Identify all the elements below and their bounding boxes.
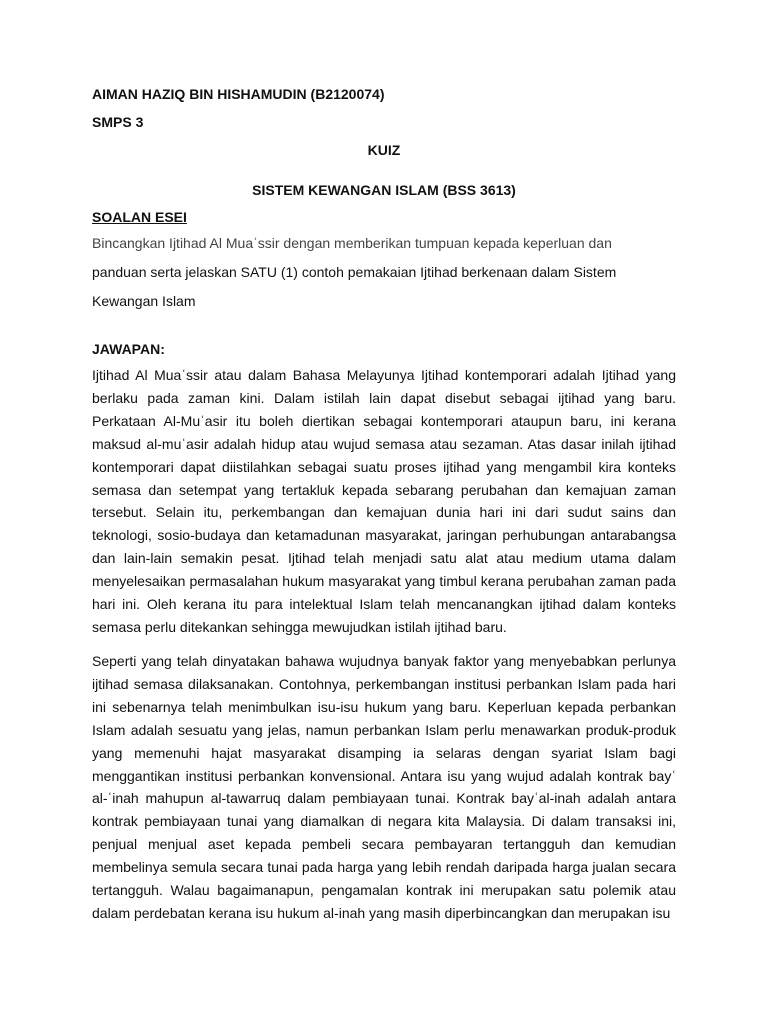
student-name: AIMAN HAZIQ BIN HISHAMUDIN (B2120074) bbox=[92, 86, 385, 102]
document-title: KUIZ bbox=[367, 142, 401, 158]
answer-heading: JAWAPAN: bbox=[92, 341, 165, 357]
question-text bbox=[92, 233, 676, 320]
answer-paragraph: Seperti yang telah dinyatakan bahawa wujudnya banyak faktor yang menyebabkan perlunya ijtihad semasa dilaksanakan. Contohnya, perkembangan institusi perbankan Islam pada hari ini sebenarnya telah menimbulkan isu-isu hukum yang baru. Keperluan kepada perbankan Islam adalah sesuatu yang jelas, namun perbankan Islam perlu menawarkan produk-produk yang memenuhi hajat masyarakat disamping ia selaras dengan syariat Islam bagi menggantikan institusi perbankan konvensional. Antara isu yang wujud adalah kontrak bayʿ al-ʿinah mahupun al-tawarruq dalam pembiayaan tunai. Kontrak bayʿal-inah adalah antara kontrak pembiayaan tunai yang diamalkan di negara kita Malaysia. Di dalam transaksi ini, penjual menjual aset kepada pembeli secara pembayaran tertangguh dan kemudian membelinya semula secara tunai pada harga yang lebih rendah daripada harga jualan secara tertangguh. Walau bagaimanapun, pengamalan kontrak ini merupakan satu polemik atau dalam perdebatan kerana isu hukum al-inah yang masih diperbincangkan dan merupakan isu bbox=[92, 653, 676, 921]
program-code: SMPS 3 bbox=[92, 114, 144, 130]
question-line: Bincangkan Ijtihad Al Muaʿssir dengan memberikan tumpuan kepada keperluan dan bbox=[92, 235, 612, 251]
question-heading: SOALAN ESEI bbox=[92, 209, 187, 225]
question-line: Kewangan Islam bbox=[92, 293, 196, 309]
course-title: SISTEM KEWANGAN ISLAM (BSS 3613) bbox=[252, 182, 516, 198]
question-line: panduan serta jelaskan SATU (1) contoh pemakaian Ijtihad berkenaan dalam Sistem bbox=[92, 264, 617, 280]
answer-paragraph: Ijtihad Al Muaʿssir atau dalam Bahasa Melayunya Ijtihad kontemporari adalah Ijtihad yang berlaku pada zaman kini. Dalam istilah lain dapat disebut sebagai ijtihad yang baru. Perkataan Al-Muʿasir itu boleh diertikan sebagai kontemporari ataupun baru, ini kerana maksud al-muʿasir adalah hidup atau wujud semasa atau sezaman. Atas dasar inilah ijtihad kontemporari dapat diistilahkan sebagai suatu proses ijtihad yang mengambil kira konteks semasa dan setempat yang tertakluk kepada sebarang perubahan dan kemajuan zaman tersebut. Selain itu, perkembangan dan kemajuan dunia hari ini dari sudut sains dan teknologi, sosio-budaya dan ketamadunan masyarakat, jaringan perhubungan antarabangsa dan lain-lain semakin pesat. Ijtihad telah menjadi satu alat atau medium utama dalam menyelesaikan permasalahan hukum masyarakat yang timbul kerana perubahan zaman pada hari ini. Oleh kerana itu para intelektual Islam telah mencanangkan ijtihad dalam konteks semasa perlu ditekankan sehingga mewujudkan istilah ijtihad baru. bbox=[92, 367, 676, 635]
